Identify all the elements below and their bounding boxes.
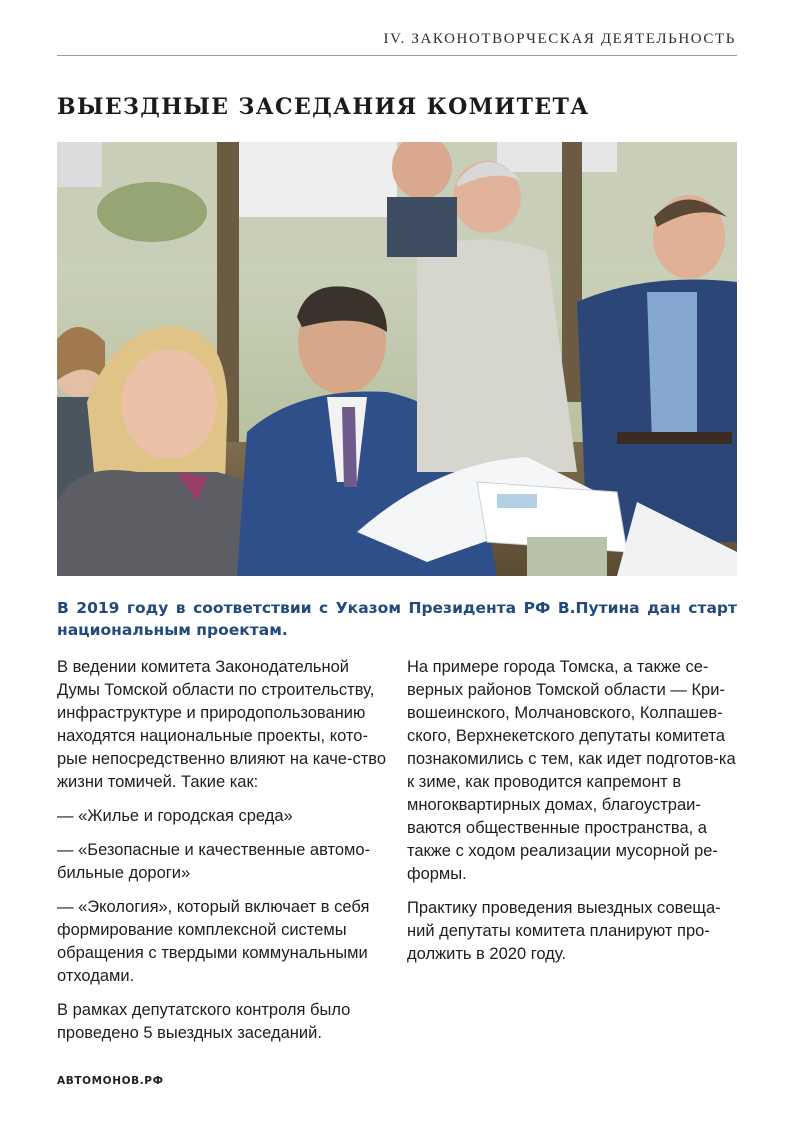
body-paragraph: В ведении комитета Законодательной Думы Томской области по строительству, инфраструктуре и природопользованию находятся национальные проекты, кото-рые непосредственно влияют на каче-ство жизни томичей. Такие как: [57,658,387,791]
photo-illustration [57,142,737,576]
header-divider [57,55,737,56]
committee-photo [57,142,737,576]
footer-site-link: АВТОМОНОВ.РФ [57,1075,164,1087]
list-item: — «Жилье и городская среда» [57,807,293,825]
list-item: — «Безопасные и качественные автомо-бильные дороги» [57,841,371,882]
body-paragraph: В рамках депутатского контроля было проведено 5 выездных заседаний. [57,1001,351,1042]
body-paragraph: Практику проведения выездных совеща-ний депутаты комитета планируют про-должить в 2020 году. [407,899,721,963]
running-header: IV. ЗАКОНОТВОРЧЕСКАЯ ДЕЯТЕЛЬНОСТЬ [383,31,736,47]
list-item: — «Экология», который включает в себя формирование комплексной системы обращения с твердыми коммунальными отходами. [57,898,370,985]
body-paragraph: На примере города Томска, а также се-верных районов Томской области — Кри-вошеинского, Молчановского, Колпашев-ского, Верхнекетского депутаты комитета познакомились с тем, как идет подготов-ка к зиме, как проводится капремонт в многоквартирных домах, благоустраи-ваются общественные пространства, а также с ходом реализации мусорной ре-формы. [407,658,736,883]
left-column [57,656,387,1056]
section-title: ВЫЕЗДНЫЕ ЗАСЕДАНИЯ КОМИТЕТА [57,94,590,120]
right-column [407,656,737,977]
lead-paragraph: В 2019 году в соответствии с Указом Президента РФ В.Путина дан старт национальным проектам. [57,599,737,639]
